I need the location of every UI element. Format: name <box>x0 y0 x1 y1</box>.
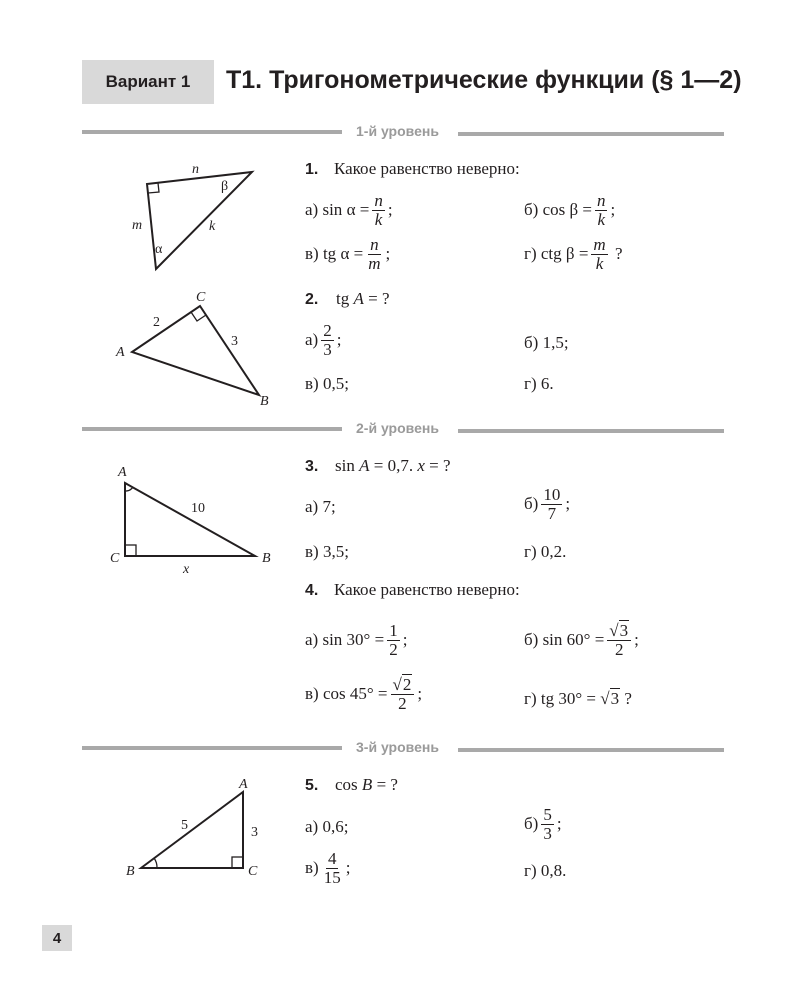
question-number: 2. <box>305 291 319 308</box>
answer-option-c: в) cos 45° = $\frac{√2}{2}$ ; <box>305 675 423 713</box>
level-1-heading: 1-й уровень <box>356 123 439 139</box>
answer-option-d: г) tg 30° = √ 3 ? <box>524 688 632 708</box>
question-text: sin A = 0,7. x = ? <box>335 456 451 475</box>
side-CB: 3 <box>231 334 238 349</box>
side-hypotenuse: 10 <box>191 501 205 516</box>
answer-option-b: б) $\frac{10}{7}$ ; <box>524 485 571 523</box>
label-C: C <box>196 290 206 305</box>
answer-option-c: в) tg α = $\frac{n}{m}$ ; <box>305 235 391 273</box>
question-number: 3. <box>305 458 319 475</box>
answer-option-c: в) 3,5; <box>305 542 349 561</box>
question-text: Какое равенство неверно: <box>334 159 520 178</box>
label-alpha: α <box>155 242 163 257</box>
answer-option-b: б) $\frac{5}{3}$ ; <box>524 805 562 843</box>
answer-option-d: г) 0,8. <box>524 861 567 880</box>
question-text: cos B = ? <box>335 775 398 794</box>
label-B: B <box>260 394 269 409</box>
label-A: A <box>239 777 248 792</box>
question-number: 1. <box>305 161 319 178</box>
answer-option-a: а) $\frac{2}{3}$ ; <box>305 321 342 359</box>
triangle-figure-q1 <box>120 155 270 280</box>
label-C: C <box>248 864 258 879</box>
label-A: A <box>116 345 125 360</box>
answer-option-a: а) sin α = $\frac{n}{k}$ ; <box>305 191 393 229</box>
answer-option-b: б) cos β = $\frac{n}{k}$ ; <box>524 191 616 229</box>
answer-option-d: г) ctg β = $\frac{m}{k}$ ? <box>524 235 623 273</box>
side-AB: 5 <box>181 818 188 833</box>
answer-option-c: в) $\frac{4}{15}$ ; <box>305 849 351 887</box>
label-C: C <box>110 551 120 566</box>
divider-line <box>82 130 342 134</box>
divider-line <box>458 429 724 433</box>
page-number: 4 <box>42 925 72 951</box>
divider-line <box>82 427 342 431</box>
divider-line <box>82 746 342 750</box>
question-number: 4. <box>305 582 319 599</box>
triangle-figure-q2 <box>112 285 277 410</box>
page-title: Т1. Тригонометрические функции (§ 1—2) <box>226 66 742 94</box>
side-AC: 2 <box>153 315 160 330</box>
divider-line <box>458 748 724 752</box>
side-AC: 3 <box>251 825 258 840</box>
side-x: x <box>183 562 190 577</box>
variant-label: Вариант 1 <box>82 60 214 104</box>
answer-option-a: а) sin 30° = $\frac{1}{2}$ ; <box>305 621 408 659</box>
answer-option-b: б) 1,5; <box>524 333 569 352</box>
answer-option-d: г) 6. <box>524 374 554 393</box>
label-B: B <box>126 864 135 879</box>
divider-line <box>458 132 724 136</box>
level-2-heading: 2-й уровень <box>356 420 439 436</box>
answer-option-a: а) 0,6; <box>305 817 349 836</box>
question-number: 5. <box>305 777 319 794</box>
label-beta: β <box>221 179 229 194</box>
answer-option-a: а) 7; <box>305 497 336 516</box>
answer-option-d: г) 0,2. <box>524 542 567 561</box>
label-A: A <box>118 465 127 480</box>
question-text: tg A = ? <box>336 289 390 308</box>
label-n: n <box>192 162 199 177</box>
label-B: B <box>262 551 271 566</box>
answer-option-b: б) sin 60° = $\frac{√3}{2}$ ; <box>524 621 639 659</box>
question-text: Какое равенство неверно: <box>334 580 520 599</box>
label-m: m <box>132 218 143 233</box>
triangle-figure-q5 <box>120 775 270 885</box>
triangle-figure-q3 <box>105 460 280 580</box>
level-3-heading: 3-й уровень <box>356 739 439 755</box>
answer-option-c: в) 0,5; <box>305 374 349 393</box>
label-k: k <box>209 219 216 234</box>
